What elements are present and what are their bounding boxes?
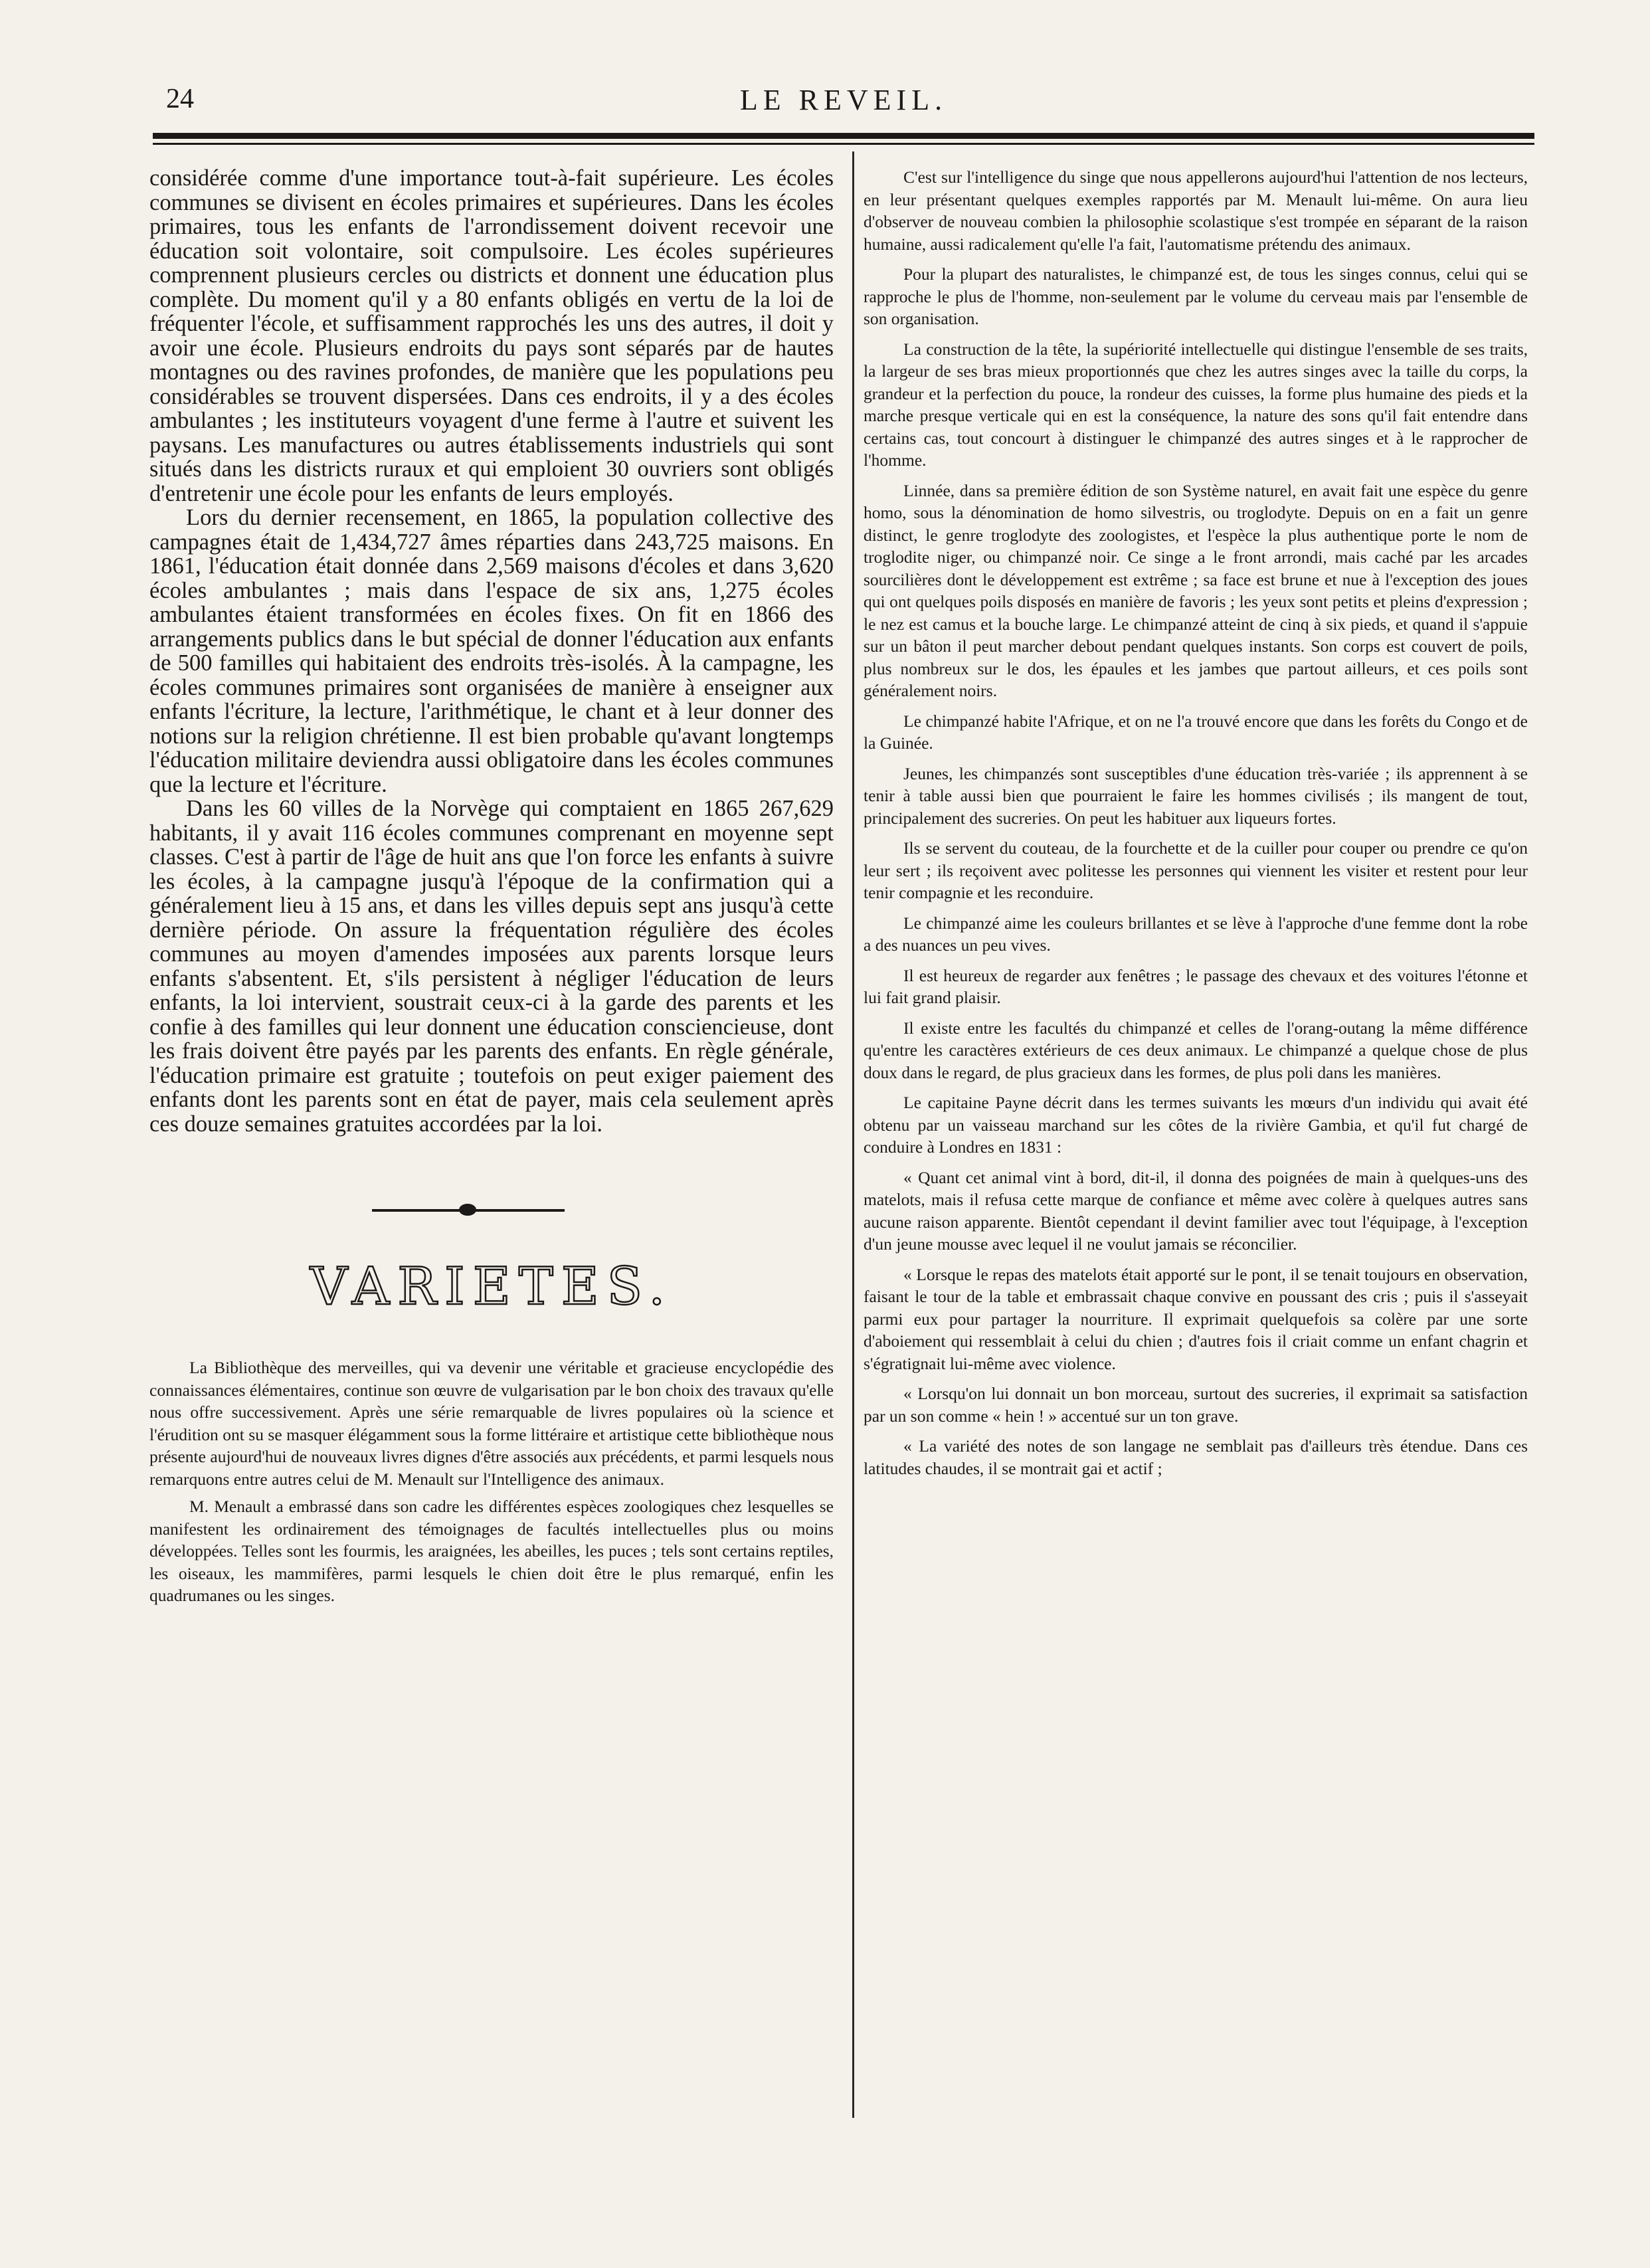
varietes-paragraph: M. Menault a embrassé dans son cadre les différentes espèces zoologiques chez lesquelles se manifestent les ordinairement des témoignages de facultés intellectuelles plus ou moins développées. Telles sont les fourmis, les araignées, les abeilles, les puces ; tels sont certains reptiles, les oiseaux, les mammifères, parmi lesquels le chien doit être le plus remarqué, enfin les quadrumanes ou les singes.	[149, 1497, 834, 1605]
article-paragraph: Le chimpanzé aime les couleurs brillantes et se lève à l'approche d'une femme dont la robe a des nuances un peu vives.	[864, 913, 1528, 955]
header-rule-thin	[153, 143, 1534, 145]
article-paragraph: « Quant cet animal vint à bord, dit-il, il donna des poignées de main à quelques-uns des matelots, mais il refusa cette marque de confiance et même avec colère à quelques autres sans aucune raison apparente. Bientôt cependant il devint familier avec tout l'équipage, à l'exception d'un jeune mousse avec lequel il ne voulut jamais se réconcilier.	[864, 1167, 1528, 1254]
section-title-wrap	[149, 1257, 834, 1317]
ornament-dot	[459, 1204, 476, 1216]
varietes-paragraph: La Bibliothèque des merveilles, qui va devenir une véritable et gracieuse encyclopédie des connaissances élémentaires, continue son œuvre de vulgarisation par le bon choix des travaux qu'elle nous offre successivement. Après une série remarquable de livres populaires où la science et l'érudition ont su se masquer élégamment sous la forme littéraire et artistique cette bibliothèque nous présente aujourd'hui de nouveaux livres dignes d'être associés aux précédents, et parmi lesquels nous remarquons entre autres celui de M. Menault sur l'Intelligence des animaux.	[149, 1358, 834, 1489]
article-paragraph: Ils se servent du couteau, de la fourchette et de la cuiller pour couper ou prendre ce qu'on leur sert ; ils reçoivent avec politesse les personnes qui viennent les visiter et restent pour leur tenir compagnie et les reconduire.	[864, 838, 1528, 902]
section-ornament	[149, 1197, 834, 1224]
column-divider	[852, 151, 854, 2118]
article-paragraph: Lors du dernier recensement, en 1865, la population collective des campagnes était de 1,434,727 âmes réparties dans 243,725 maisons. En 1861, l'éducation était donnée dans 2,569 maisons d'écoles et dans 3,620 écoles ambulantes ; mais dans l'espace de six ans, 1,275 écoles ambulantes étaient transformées en écoles fixes. On fit en 1866 des arrangements publics dans le but spécial de donner l'éducation aux enfants de 500 familles qui habitaient des endroits très-isolés. À la campagne, les écoles communes primaires sont organisées de manière à enseigner aux enfants l'écriture, la lecture, l'arithmétique, le chant et à leur donner des notions sur la religion chrétienne. Il est bien probable qu'avant longtemps l'éducation militaire deviendra aussi obligatoire dans les écoles communes que la lecture et l'écriture.	[149, 505, 834, 797]
left-column	[149, 166, 834, 1612]
article-paragraph: « La variété des notes de son langage ne semblait pas d'ailleurs très étendue. Dans ces latitudes chaudes, il se montrait gai et actif ;	[864, 1436, 1528, 1478]
header-rule-thick	[153, 133, 1534, 139]
article-paragraph: Linnée, dans sa première édition de son Système naturel, en avait fait une espèce du genre homo, sous la dénomination de homo silvestris, ou troglodyte. Depuis on en a fait un genre distinct, le genre troglodyte des zoologistes, et l'espèce la plus authentique porte le nom de troglodite niger, ou chimpanzé noir. Ce singe a le front arrondi, mais caché par les arcades sourcilières dont le développement est extrême ; sa face est brune et nue à l'exception des joues qui ont quelques poils disposés en manière de favoris ; les yeux sont petits et pleins d'expression ; le nez est camus et la bouche large. Le chimpanzé atteint de cinq à six pieds, et quand il s'appuie sur un bâton il peut marcher debout pendant quelques instants. Son corps est couvert de poils, plus nombreux sur le dos, les épaules et les jambes que partout ailleurs, et ces poils sont généralement noirs.	[864, 480, 1528, 700]
article-paragraph: « Lorsque le repas des matelots était apporté sur le pont, il se tenait toujours en observation, faisant le tour de la table et embrassait chaque convive en poussant des cris ; puis il s'asseyait parmi eux pour partager la nourriture. Il exprimait quelquefois sa colère par une sorte d'aboiement qui ressemblait à celui du chien ; d'autres fois il criait comme un enfant chagrin et s'égratignait lui-même avec violence.	[864, 1264, 1528, 1373]
article-paragraph: Il existe entre les facultés du chimpanzé et celles de l'orang-outang la même différence qu'entre les caractères extérieurs de ces deux animaux. Le chimpanzé a quelque chose de plus doux dans le regard, de plus gracieux dans les formes, de plus poli dans les manières.	[864, 1018, 1528, 1082]
article-paragraph: Il est heureux de regarder aux fenêtres ; le passage des chevaux et des voitures l'étonne et lui fait grand plaisir.	[864, 965, 1528, 1007]
journal-title: LE REVEIL.	[739, 84, 948, 116]
article-paragraph: La construction de la tête, la supériorité intellectuelle qui distingue l'ensemble de ses traits, la largeur de ses bras mieux proportionnés que chez les autres singes avec la taille du corps, la grandeur et la perfection du pouce, la rondeur des cuisses, la forme plus humaine des pieds et la marche presque verticale qui en est la conséquence, la nature des sons qu'il fait entendre dans certains cas, tout concourt à distinguer le chimpanzé des autres singes et à le rapprocher de l'homme.	[864, 339, 1528, 470]
article-paragraph: Le chimpanzé habite l'Afrique, et on ne l'a trouvé encore que dans les forêts du Congo et de la Guinée.	[864, 711, 1528, 753]
page-header	[153, 83, 1534, 123]
article-paragraph: Dans les 60 villes de la Norvège qui comptaient en 1865 267,629 habitants, il y avait 116 écoles communes comprenant en moyenne sept classes. C'est à partir de l'âge de huit ans que l'on force les enfants à suivre les écoles, à la campagne jusqu'à l'époque de la confirmation qui a généralement lieu à 15 ans, et dans les villes depuis sept ans jusqu'à cette dernière période. On assure la fréquentation régulière des écoles communes au moyen d'amendes imposées aux parents lorsque leurs enfants s'absentent. Et, s'ils persistent à négliger l'éducation de leurs enfants, la loi intervient, soustrait ceux-ci à la garde des parents et les confie à des familles qui leur donnent une éducation consciencieuse, dont les frais doivent être payés par les parents des enfants. En règle générale, l'éducation primaire est gratuite ; toutefois on peut exiger paiement des enfants dont les parents sont en état de payer, mais cela seulement après ces douze semaines gratuites accordées par la loi.	[149, 796, 834, 1137]
right-column	[864, 166, 1528, 1487]
page-number: 24	[166, 84, 194, 114]
article-paragraph: Le capitaine Payne décrit dans les termes suivants les mœurs d'un individu qui avait été obtenu par un vaisseau marchand sur les côtes de la rivière Gambia, et qu'il fut chargé de conduire à Londres en 1831 :	[864, 1093, 1528, 1157]
article-paragraph: Pour la plupart des naturalistes, le chimpanzé est, de tous les singes connus, celui qui se rapproche le plus de l'homme, non-seulement par le volume du cerveau mais par l'ensemble de son organisation.	[864, 264, 1528, 328]
section-title: VARIETES.	[310, 1257, 674, 1317]
article-paragraph: considérée comme d'une importance tout-à-fait supérieure. Les écoles communes se divisent en écoles primaires et supérieures. Dans les écoles primaires, tous les enfants de l'arrondissement doivent recevoir une éducation soit volontaire, soit compulsoire. Les écoles supérieures comprennent plusieurs cercles ou districts et donnent une éducation plus complète. Du moment qu'il y a 80 enfants obligés en vertu de la loi de fréquenter l'école, et suffisamment rapprochés les uns des autres, il doit y avoir une école. Plusieurs endroits du pays sont séparés par de hautes montagnes ou des ravines profondes, de manière que les populations peu considérables se trouvent dispersées. Dans ces endroits, il y a des écoles ambulantes ; les instituteurs voyagent d'une ferme à l'autre et suivent les paysans. Les manufactures ou autres établissements industriels qui sont situés dans les districts ruraux et qui emploient 30 ouvriers sont obligés d'entretenir une école pour les enfants de leurs employés.	[149, 165, 834, 506]
article-paragraph: Jeunes, les chimpanzés sont susceptibles d'une éducation très-variée ; ils apprennent à se tenir à table aussi bien que pourraient le faire les hommes civilisés ; ils mangent de tout, principalement des sucreries. On peut les habituer aux liqueurs fortes.	[864, 763, 1528, 828]
article-paragraph: « Lorsqu'on lui donnait un bon morceau, surtout des sucreries, il exprimait sa satisfaction par un son comme « hein ! » accentué sur un ton grave.	[864, 1384, 1528, 1426]
article-paragraph: C'est sur l'intelligence du singe que nous appellerons aujourd'hui l'attention de nos lecteurs, en leur présentant quelques exemples rapportés par M. Menault lui-même. On aura lieu d'observer de nouveau combien la philosophie scolastique s'est trompée en séparant de la raison humaine, aussi radicalement qu'elle l'a fait, l'automatisme prétendu des animaux.	[864, 167, 1528, 254]
